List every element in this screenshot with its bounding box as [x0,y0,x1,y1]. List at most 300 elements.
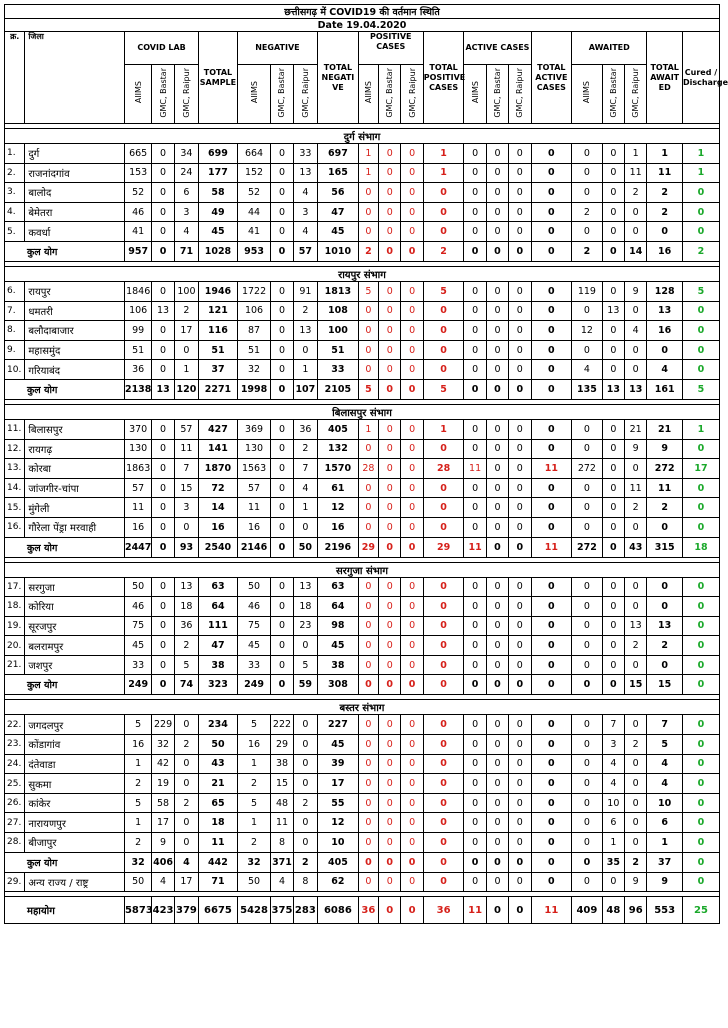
value-cell: 0 [464,340,486,360]
serial-number: 8. [5,321,25,341]
value-cell: 13 [293,163,317,183]
value-cell: 132 [318,439,359,459]
value-cell: 16 [647,321,683,341]
value-cell: 0 [486,459,508,479]
value-cell: 0 [423,872,464,892]
value-cell: 0 [379,597,401,617]
value-cell: 0 [682,498,719,518]
value-cell: 0 [531,163,572,183]
value-cell: 0 [531,833,572,853]
value-cell: 0 [625,715,647,735]
value-cell: 1 [602,833,624,853]
value-cell: 0 [379,379,401,399]
value-cell: 0 [531,597,572,617]
value-cell: 0 [379,478,401,498]
value-cell: 272 [572,537,603,557]
value-cell: 0 [464,833,486,853]
value-cell: 1 [682,144,719,164]
value-cell: 4 [647,754,683,774]
value-cell: 2146 [237,537,271,557]
value-cell: 0 [379,183,401,203]
table-row [5,735,720,755]
district-name: जशपुर [25,655,125,675]
district-name: महासमुंद [25,340,125,360]
value-cell: 0 [509,517,531,537]
value-cell: 0 [509,655,531,675]
value-cell: 0 [486,498,508,518]
value-cell: 0 [486,537,508,557]
value-cell: 405 [318,852,359,872]
value-cell: 0 [174,715,198,735]
value-cell: 57 [174,419,198,439]
value-cell: 5873 [124,897,151,924]
value-cell: 0 [152,478,174,498]
value-cell: 11 [464,897,486,924]
division-total-row [5,675,720,695]
report-date: Date 19.04.2020 [5,19,720,32]
division-total-row [5,241,720,261]
value-cell: 272 [572,459,603,479]
lab-gmc-raipur-header: GMC, Raipur [174,65,198,124]
value-cell: 8 [293,872,317,892]
value-cell: 0 [358,636,378,656]
value-cell: 32 [237,360,271,380]
value-cell: 0 [401,897,423,924]
value-cell: 13 [174,577,198,597]
value-cell: 16 [237,517,271,537]
value-cell: 1010 [318,241,359,261]
value-cell: 0 [464,813,486,833]
value-cell: 11 [531,897,572,924]
value-cell: 0 [486,419,508,439]
value-cell: 0 [531,144,572,164]
table-row [5,281,720,301]
value-cell: 0 [464,577,486,597]
total-active-header: TOTAL ACTIVE CASES [531,32,572,124]
value-cell: 0 [625,774,647,794]
value-cell: 28 [358,459,378,479]
value-cell: 0 [379,281,401,301]
value-cell: 46 [124,202,151,222]
value-cell: 0 [464,774,486,794]
value-cell: 0 [401,833,423,853]
value-cell: 0 [423,636,464,656]
value-cell: 36 [174,616,198,636]
value-cell: 0 [423,321,464,341]
table-row [5,498,720,518]
value-cell: 0 [486,478,508,498]
table-row [5,163,720,183]
value-cell: 0 [572,636,603,656]
value-cell: 0 [531,340,572,360]
value-cell: 0 [572,616,603,636]
value-cell: 0 [423,478,464,498]
value-cell: 0 [293,754,317,774]
value-cell: 0 [625,813,647,833]
value-cell: 11 [647,163,683,183]
value-cell: 0 [464,360,486,380]
value-cell: 4 [174,852,198,872]
value-cell: 1 [293,360,317,380]
district-header: जिला [25,32,125,124]
value-cell: 19 [152,774,174,794]
value-cell: 0 [486,163,508,183]
value-cell: 1 [423,419,464,439]
cured-header: Cured / Discharge [682,32,719,124]
value-cell: 4 [293,478,317,498]
value-cell: 234 [199,715,238,735]
value-cell: 16 [199,517,238,537]
value-cell: 2 [237,833,271,853]
value-cell: 4 [293,183,317,203]
value-cell: 0 [682,517,719,537]
value-cell: 222 [271,715,293,735]
division-header-row [5,129,720,144]
value-cell: 0 [293,833,317,853]
value-cell: 0 [423,340,464,360]
value-cell: 0 [531,655,572,675]
value-cell: 0 [423,597,464,617]
value-cell: 0 [358,360,378,380]
value-cell: 1 [647,833,683,853]
value-cell: 1846 [124,281,151,301]
value-cell: 0 [271,655,293,675]
value-cell: 0 [531,774,572,794]
value-cell: 0 [293,774,317,794]
value-cell: 9 [625,281,647,301]
table-row [5,655,720,675]
value-cell: 0 [401,379,423,399]
district-name: दंतेवाडा [25,754,125,774]
value-cell: 93 [174,537,198,557]
value-cell: 0 [379,754,401,774]
value-cell: 0 [152,597,174,617]
serial-number: 9. [5,340,25,360]
serial-number: 27. [5,813,25,833]
value-cell: 0 [379,774,401,794]
value-cell: 11 [531,459,572,479]
value-cell: 46 [237,597,271,617]
value-cell: 2 [174,636,198,656]
value-cell: 0 [572,498,603,518]
value-cell: 0 [602,144,624,164]
value-cell: 0 [682,655,719,675]
value-cell: 0 [647,340,683,360]
value-cell: 0 [486,636,508,656]
value-cell: 0 [379,537,401,557]
value-cell: 0 [401,577,423,597]
value-cell: 0 [572,439,603,459]
value-cell: 0 [602,241,624,261]
value-cell: 11 [464,459,486,479]
value-cell: 25 [682,897,719,924]
value-cell: 0 [423,754,464,774]
value-cell: 74 [174,675,198,695]
value-cell: 63 [318,577,359,597]
value-cell: 0 [293,813,317,833]
value-cell: 0 [509,735,531,755]
value-cell: 2 [625,183,647,203]
value-cell: 0 [358,517,378,537]
value-cell: 0 [271,241,293,261]
value-cell: 21 [199,774,238,794]
table-row [5,439,720,459]
division-header-row [5,404,720,419]
value-cell: 5 [423,379,464,399]
value-cell: 116 [199,321,238,341]
value-cell: 8 [271,833,293,853]
value-cell: 0 [625,597,647,617]
value-cell: 0 [572,813,603,833]
value-cell: 0 [293,340,317,360]
value-cell: 0 [602,537,624,557]
value-cell: 0 [358,774,378,794]
value-cell: 0 [531,754,572,774]
value-cell: 0 [271,281,293,301]
value-cell: 65 [199,793,238,813]
value-cell: 0 [358,793,378,813]
value-cell: 2 [572,241,603,261]
division-total-row [5,379,720,399]
table-row [5,222,720,242]
value-cell: 0 [531,183,572,203]
district-name: बलौदाबाजार [25,321,125,341]
value-cell: 0 [401,872,423,892]
serial-number: 1. [5,144,25,164]
value-cell: 0 [682,675,719,695]
value-cell: 697 [318,144,359,164]
value-cell: 165 [318,163,359,183]
value-cell: 0 [682,833,719,853]
division-name: रायपुर संभाग [5,266,720,281]
value-cell: 1570 [318,459,359,479]
value-cell: 0 [486,360,508,380]
value-cell: 0 [423,715,464,735]
value-cell: 0 [293,715,317,735]
value-cell: 39 [318,754,359,774]
value-cell: 0 [602,163,624,183]
value-cell: 72 [199,478,238,498]
value-cell: 0 [423,577,464,597]
table-row [5,183,720,203]
total-label: कुल योग [5,379,125,399]
value-cell: 0 [152,163,174,183]
total-positive-header: TOTAL POSITIVE CASES [423,32,464,124]
value-cell: 0 [401,793,423,813]
value-cell: 7 [174,459,198,479]
value-cell: 1 [237,754,271,774]
value-cell: 2 [358,241,378,261]
value-cell: 0 [379,793,401,813]
value-cell: 10 [318,833,359,853]
value-cell: 16 [124,735,151,755]
value-cell: 0 [486,813,508,833]
value-cell: 0 [625,459,647,479]
value-cell: 0 [682,478,719,498]
value-cell: 3 [602,735,624,755]
value-cell: 106 [124,301,151,321]
value-cell: 43 [199,754,238,774]
value-cell: 1028 [199,241,238,261]
value-cell: 1 [423,163,464,183]
value-cell: 21 [625,419,647,439]
value-cell: 46 [124,597,151,617]
district-name: कोंडागांव [25,735,125,755]
value-cell: 0 [401,636,423,656]
serial-number: 15. [5,498,25,518]
value-cell: 0 [464,735,486,755]
value-cell: 0 [602,419,624,439]
serial-number: 16. [5,517,25,537]
serial-number: 14. [5,478,25,498]
total-negative-header: TOTAL NEGATI VE [318,32,359,124]
table-row [5,715,720,735]
value-cell: 128 [647,281,683,301]
value-cell: 38 [318,655,359,675]
value-cell: 427 [199,419,238,439]
value-cell: 0 [271,636,293,656]
value-cell: 2 [293,852,317,872]
value-cell: 0 [464,379,486,399]
value-cell: 43 [625,537,647,557]
value-cell: 41 [124,222,151,242]
value-cell: 33 [318,360,359,380]
total-awaited-header: TOTAL AWAIT ED [647,32,683,124]
value-cell: 0 [531,517,572,537]
value-cell: 0 [464,321,486,341]
value-cell: 0 [174,754,198,774]
value-cell: 0 [572,478,603,498]
value-cell: 0 [401,439,423,459]
value-cell: 1 [682,419,719,439]
value-cell: 0 [401,655,423,675]
value-cell: 1813 [318,281,359,301]
value-cell: 2 [293,301,317,321]
value-cell: 0 [423,301,464,321]
value-cell: 0 [682,577,719,597]
value-cell: 0 [401,321,423,341]
value-cell: 0 [531,498,572,518]
value-cell: 0 [572,655,603,675]
value-cell: 0 [509,202,531,222]
value-cell: 11 [174,439,198,459]
value-cell: 11 [464,537,486,557]
value-cell: 0 [682,793,719,813]
value-cell: 0 [358,597,378,617]
value-cell: 17 [682,459,719,479]
value-cell: 0 [486,144,508,164]
value-cell: 0 [152,636,174,656]
value-cell: 0 [509,793,531,813]
serial-number: 24. [5,754,25,774]
value-cell: 49 [199,202,238,222]
value-cell: 0 [174,517,198,537]
value-cell: 308 [318,675,359,695]
value-cell: 2271 [199,379,238,399]
value-cell: 2540 [199,537,238,557]
value-cell: 7 [602,715,624,735]
value-cell: 0 [486,183,508,203]
value-cell: 37 [199,360,238,380]
value-cell: 0 [486,379,508,399]
value-cell: 5 [647,735,683,755]
lab-aiims-header: AIIMS [124,65,151,124]
value-cell: 0 [602,183,624,203]
value-cell: 2105 [318,379,359,399]
value-cell: 5 [124,715,151,735]
value-cell: 14 [199,498,238,518]
value-cell: 0 [625,360,647,380]
value-cell: 5 [358,281,378,301]
value-cell: 12 [572,321,603,341]
value-cell: 0 [531,478,572,498]
value-cell: 283 [293,897,317,924]
value-cell: 665 [124,144,151,164]
value-cell: 28 [423,459,464,479]
value-cell: 0 [509,498,531,518]
value-cell: 32 [152,735,174,755]
serial-number: 10. [5,360,25,380]
neg-aiims-header: AIIMS [237,65,271,124]
value-cell: 120 [174,379,198,399]
district-name: राजनांदगांव [25,163,125,183]
value-cell: 0 [602,597,624,617]
value-cell: 0 [174,833,198,853]
value-cell: 141 [199,439,238,459]
value-cell: 0 [647,577,683,597]
value-cell: 0 [464,439,486,459]
value-cell: 5 [237,715,271,735]
value-cell: 0 [486,897,508,924]
value-cell: 0 [401,597,423,617]
serial-number: 19. [5,616,25,636]
value-cell: 0 [602,222,624,242]
value-cell: 16 [237,735,271,755]
value-cell: 0 [379,241,401,261]
value-cell: 51 [237,340,271,360]
value-cell: 0 [293,517,317,537]
value-cell: 0 [682,754,719,774]
value-cell: 0 [486,301,508,321]
value-cell: 57 [237,478,271,498]
value-cell: 4 [647,774,683,794]
value-cell: 0 [486,655,508,675]
value-cell: 0 [486,340,508,360]
value-cell: 13 [647,301,683,321]
value-cell: 0 [602,340,624,360]
value-cell: 0 [486,852,508,872]
serial-number: 13. [5,459,25,479]
value-cell: 5 [682,281,719,301]
value-cell: 11 [647,478,683,498]
value-cell: 0 [509,616,531,636]
value-cell: 2138 [124,379,151,399]
value-cell: 0 [379,301,401,321]
value-cell: 6 [647,813,683,833]
value-cell: 11 [625,163,647,183]
value-cell: 0 [682,735,719,755]
value-cell: 9 [152,833,174,853]
value-cell: 0 [602,360,624,380]
value-cell: 1 [124,754,151,774]
value-cell: 0 [509,715,531,735]
district-name: जांजगीर-चांपा [25,478,125,498]
value-cell: 91 [293,281,317,301]
value-cell: 0 [152,675,174,695]
value-cell: 0 [271,577,293,597]
report-title: छत्तीसगढ़ में COVID19 की वर्तमान स्थिति [5,5,720,19]
value-cell: 0 [531,241,572,261]
